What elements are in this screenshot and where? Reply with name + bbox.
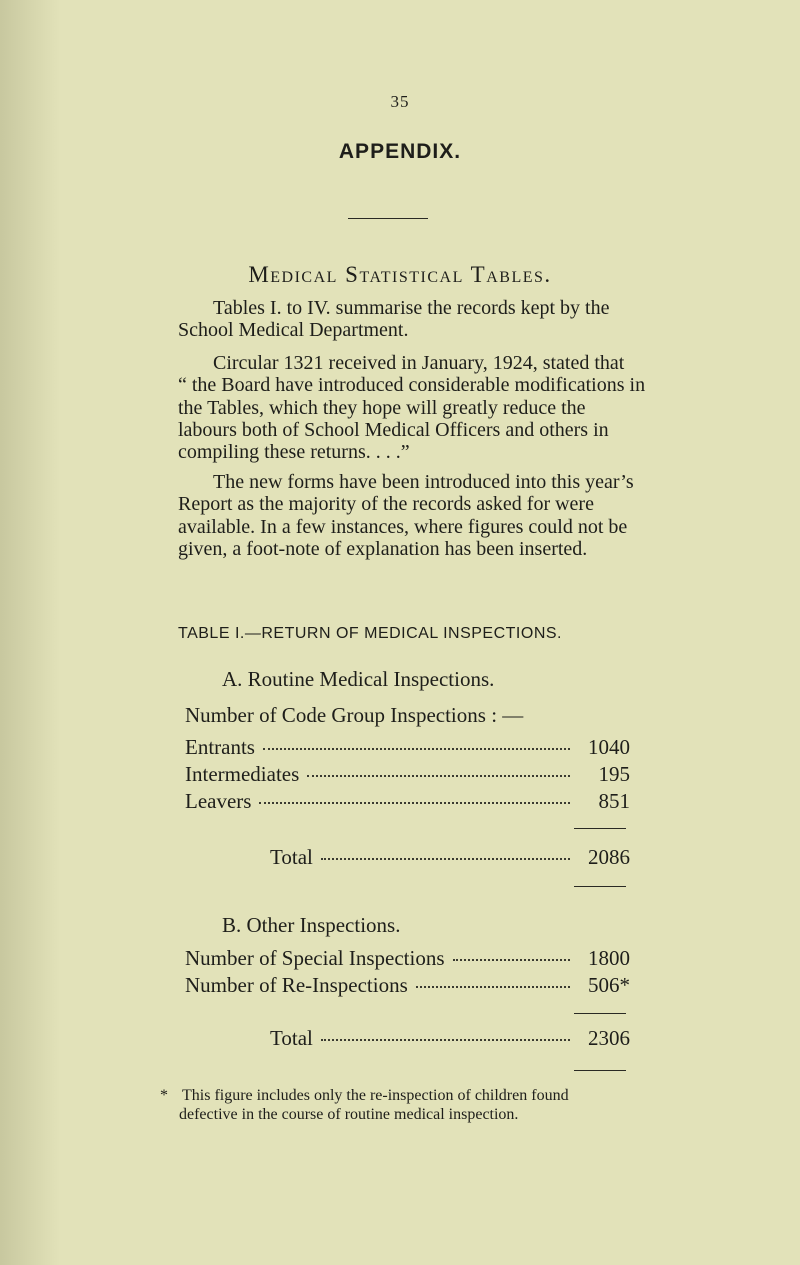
paragraph-line: School Medical Department. xyxy=(178,319,409,342)
leader-dots xyxy=(321,858,570,860)
leader-dots xyxy=(416,986,570,988)
leader-dots xyxy=(259,802,570,804)
leader-dots xyxy=(263,748,570,750)
total-row xyxy=(270,1026,630,1052)
footnote-line: This figure includes only the re-inspection of children found xyxy=(182,1087,569,1104)
sum-rule xyxy=(574,1013,626,1014)
paragraph-line: available. In a few instances, where figures could not be xyxy=(178,515,628,538)
leader-dots xyxy=(453,959,570,961)
paragraph-line: “ the Board have introduced considerable modifications in xyxy=(178,374,646,397)
section-a-intro: Number of Code Group Inspections : — xyxy=(185,703,524,727)
paragraph-2 xyxy=(178,352,646,464)
section-a-title: A. Routine Medical Inspections. xyxy=(222,667,495,691)
section-title: Medical Statistical Tables. xyxy=(248,262,552,287)
table-row xyxy=(185,946,630,972)
table-row xyxy=(185,973,630,999)
total-row xyxy=(270,845,630,871)
leader-dots xyxy=(321,1039,570,1041)
paragraph-line: Tables I. to IV. summarise the records kept by the xyxy=(213,297,610,319)
row-value: 1040 xyxy=(588,735,630,759)
row-value: 195 xyxy=(598,762,630,786)
footnote xyxy=(160,1086,640,1124)
row-label: Number of Re-Inspections xyxy=(185,973,408,997)
paragraph-line: the Tables, which they hope will greatly reduce the xyxy=(178,396,586,419)
row-label: Intermediates xyxy=(185,762,300,786)
row-value: 506* xyxy=(588,973,630,997)
appendix-title: APPENDIX. xyxy=(338,140,462,163)
total-value: 2086 xyxy=(588,845,630,869)
paragraph-line: The new forms have been introduced into this year’s xyxy=(213,471,634,493)
paragraph-line: given, a foot-note of explanation has been inserted. xyxy=(178,537,588,560)
footnote-line: defective in the course of routine medical inspection. xyxy=(179,1106,519,1123)
page-number: 35 xyxy=(390,92,410,111)
page-edge-shadow xyxy=(0,0,60,1265)
paragraph-line: Report as the majority of the records asked for were xyxy=(178,493,594,516)
title-divider xyxy=(348,218,428,219)
footnote-marker: * xyxy=(160,1087,168,1104)
table-heading: TABLE I.—RETURN OF MEDICAL INSPECTIONS. xyxy=(178,625,562,642)
sum-rule xyxy=(574,828,626,829)
row-value: 1800 xyxy=(588,946,630,970)
paragraph-line: labours both of School Medical Officers and others in xyxy=(178,418,609,441)
row-label: Number of Special Inspections xyxy=(185,946,445,970)
paragraph-line: compiling these returns. . . .” xyxy=(178,441,410,464)
total-label: Total xyxy=(270,1026,313,1050)
table-row xyxy=(185,789,630,815)
row-label: Leavers xyxy=(185,789,252,813)
row-label: Entrants xyxy=(185,735,255,759)
total-value: 2306 xyxy=(588,1026,630,1050)
row-value: 851 xyxy=(598,789,630,813)
sum-rule xyxy=(574,886,626,887)
leader-dots xyxy=(307,775,570,777)
sum-rule xyxy=(574,1070,626,1071)
section-b-title: B. Other Inspections. xyxy=(222,913,401,937)
total-label: Total xyxy=(270,845,313,869)
paragraph-line: Circular 1321 received in January, 1924, stated that xyxy=(213,352,625,374)
paragraph-3 xyxy=(178,471,635,560)
paragraph-1 xyxy=(178,297,635,342)
table-row xyxy=(185,762,630,788)
table-row xyxy=(185,735,630,761)
